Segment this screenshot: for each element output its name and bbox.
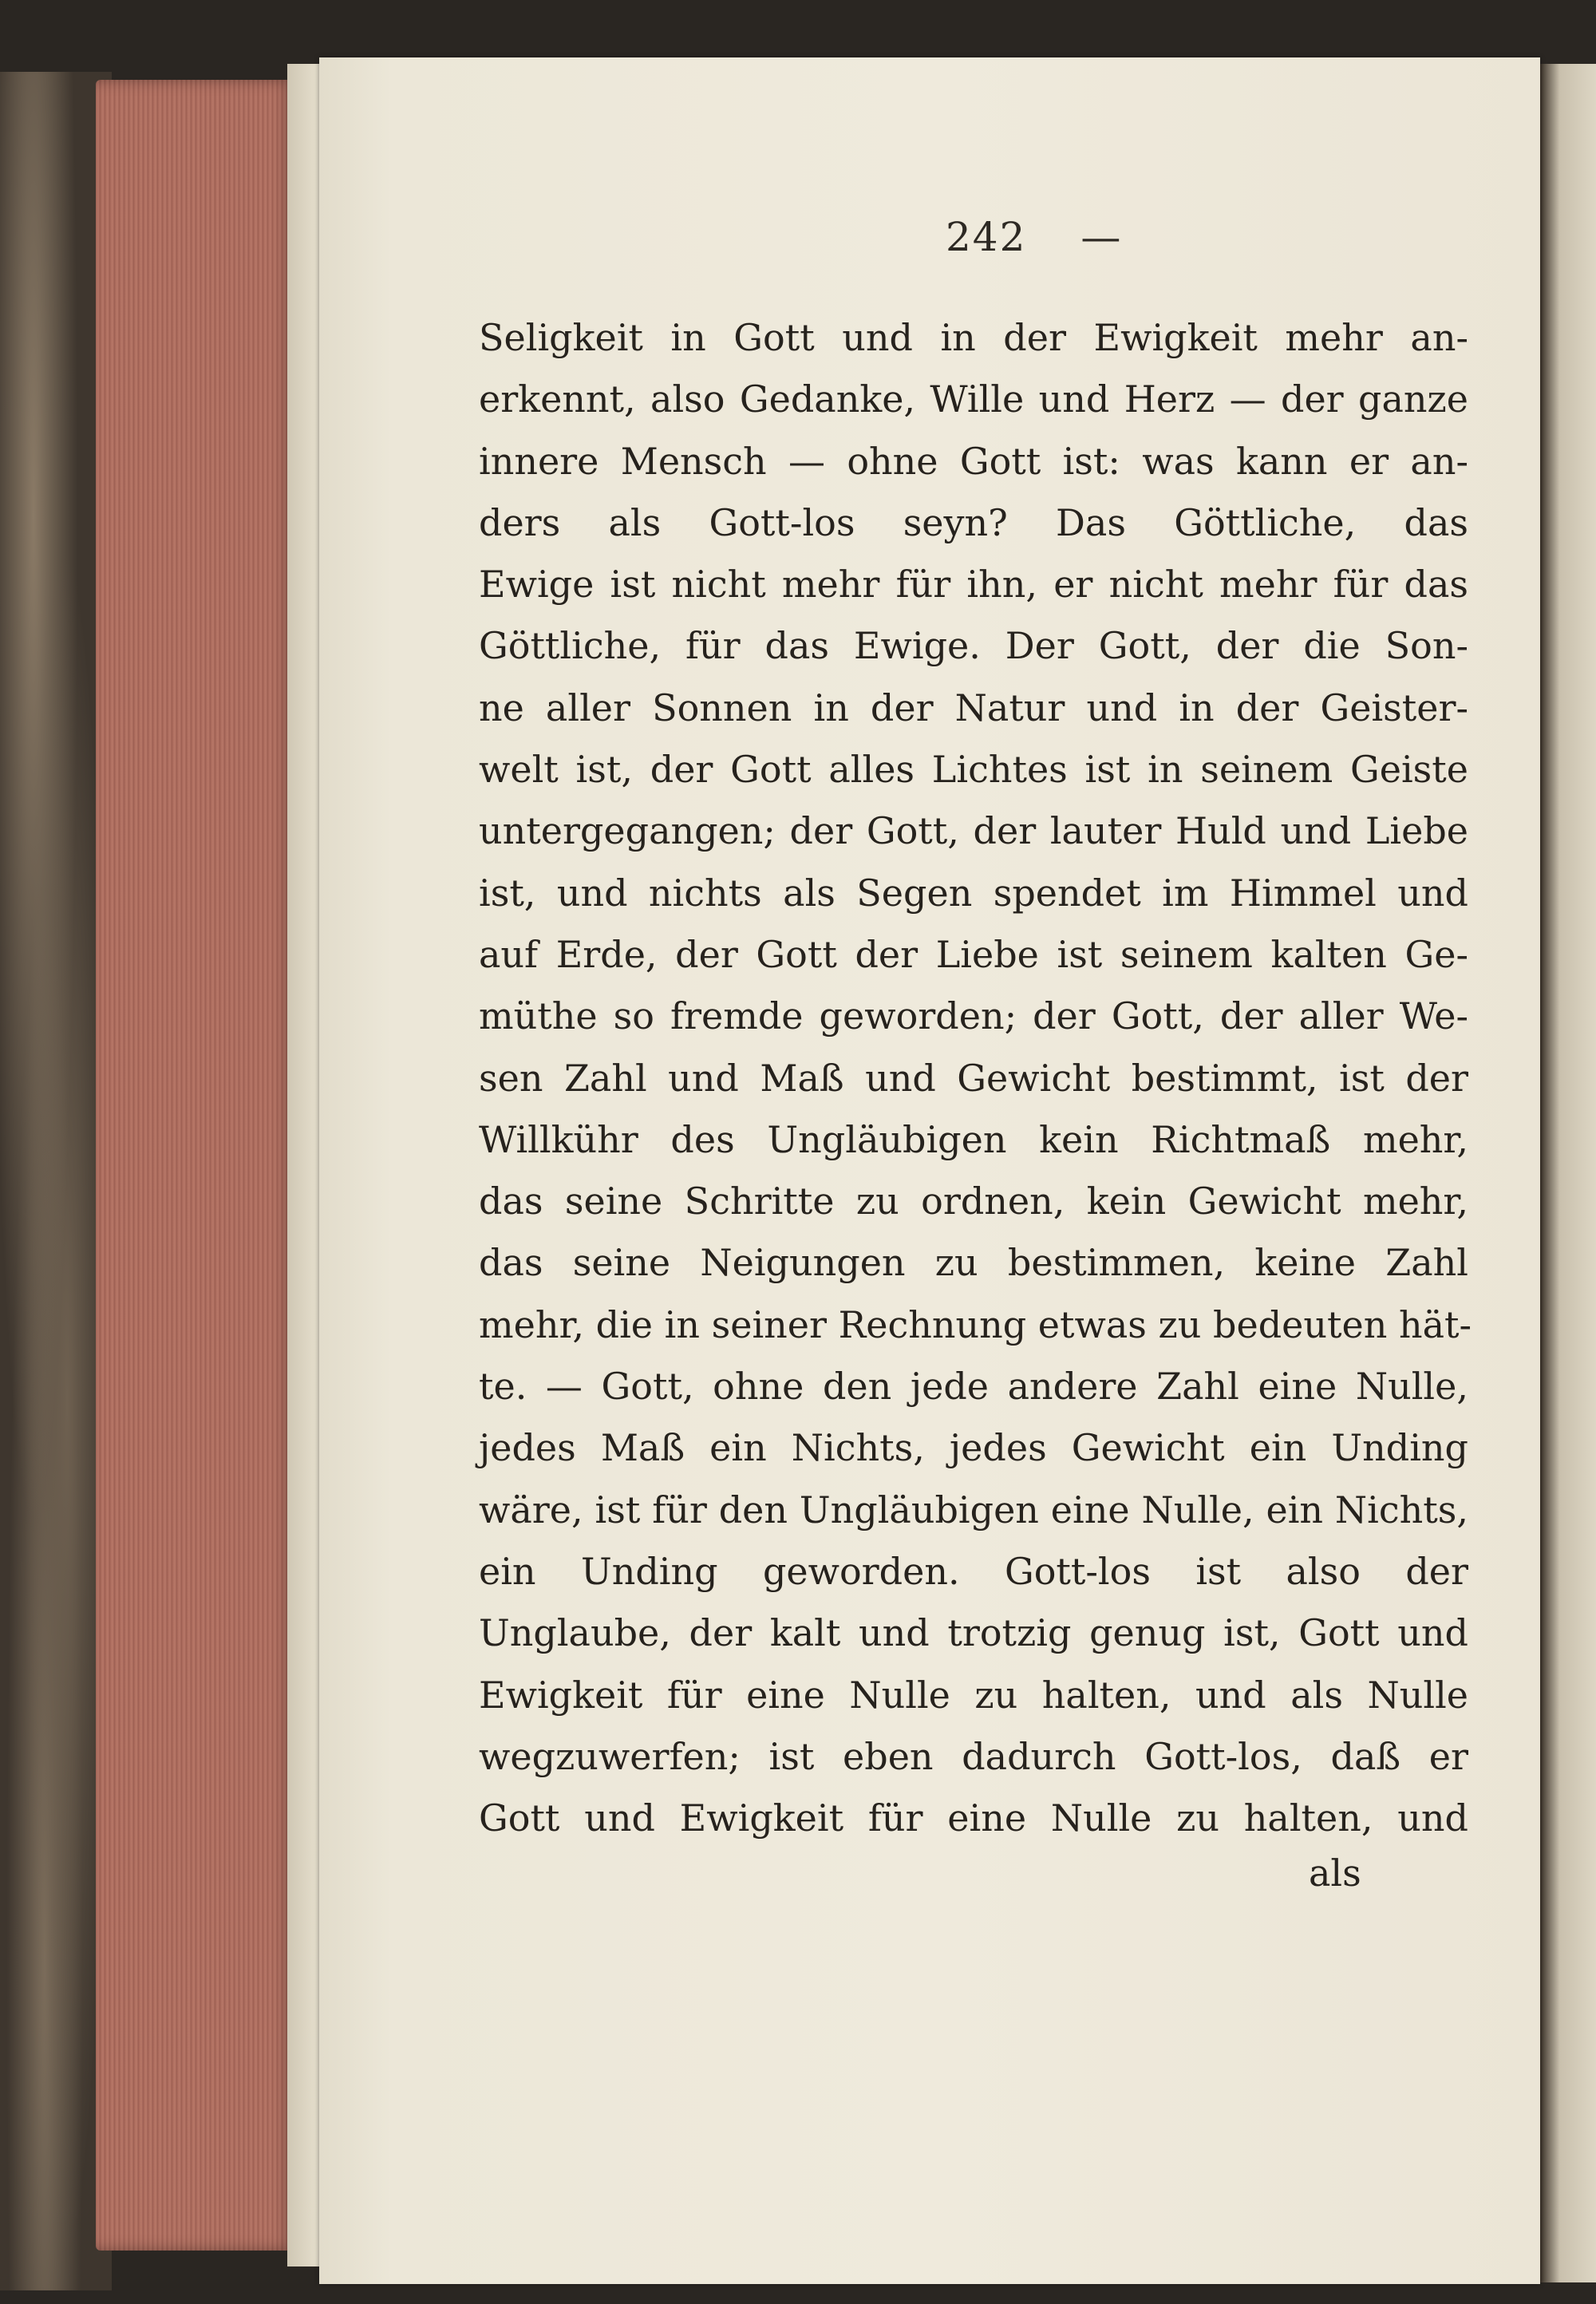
text-line: te. — Gott, ohne den jede andere Zahl eine Nulle,: [479, 1365, 1468, 1409]
facing-page-edge: [1540, 64, 1596, 2282]
text-line: erkennt, also Gedanke, Wille und Herz — der ganze: [479, 377, 1468, 421]
text-line: Ewige ist nicht mehr für ihn, er nicht mehr für das: [479, 563, 1468, 607]
text-line: Willkühr des Ungläubigen kein Richtmaß mehr,: [479, 1117, 1468, 1161]
text-line: Gott und Ewigkeit für eine Nulle zu halten, und: [479, 1796, 1468, 1840]
book-cover: [0, 72, 112, 2290]
text-line: sen Zahl und Maß und Gewicht bestimmt, ist der: [479, 1056, 1468, 1100]
text-line: auf Erde, der Gott der Liebe ist seinem kalten Ge-: [479, 932, 1468, 976]
text-line: ein Unding geworden. Gott-los ist also der: [479, 1549, 1468, 1593]
page-body-text: [479, 307, 1472, 1849]
text-line: ne aller Sonnen in der Natur und in der Geister-: [479, 686, 1468, 729]
text-line: Göttliche, für das Ewige. Der Gott, der die Son-: [479, 624, 1468, 668]
text-line: Seligkeit in Gott und in der Ewigkeit mehr an-: [479, 316, 1468, 359]
page-block-edges: [96, 80, 295, 2251]
text-line: ist, und nichts als Segen spendet im Himmel und: [479, 871, 1468, 915]
text-line: das seine Schritte zu ordnen, kein Gewicht mehr,: [479, 1180, 1468, 1223]
text-line: untergegangen; der Gott, der lauter Huld und Liebe: [479, 809, 1468, 853]
text-line: jedes Maß ein Nichts, jedes Gewicht ein Unding: [479, 1426, 1468, 1470]
text-line: Ewigkeit für eine Nulle zu halten, und als Nulle: [479, 1673, 1468, 1717]
catchword: als: [1309, 1851, 1361, 1895]
text-line: ders als Gott-los seyn? Das Göttliche, das: [479, 500, 1468, 544]
text-line: mehr, die in seiner Rechnung etwas zu bedeuten hät-: [479, 1302, 1472, 1346]
text-line: welt ist, der Gott alles Lichtes ist in seinem Geiste: [479, 748, 1468, 792]
page-header: [946, 214, 1122, 260]
text-line: Unglaube, der kalt und trotzig genug ist, Gott und: [479, 1611, 1468, 1655]
text-line: innere Mensch — ohne Gott ist: was kann er an-: [479, 439, 1468, 483]
text-line: das seine Neigungen zu bestimmen, keine Zahl: [479, 1241, 1468, 1285]
page-number: 242: [946, 214, 1027, 260]
text-line: wegzuwerfen; ist eben dadurch Gott-los, daß er: [479, 1734, 1468, 1778]
text-line: müthe so fremde geworden; der Gott, der aller We-: [479, 994, 1468, 1038]
text-line: wäre, ist für den Ungläubigen eine Nulle, ein Nichts,: [479, 1488, 1468, 1531]
header-dash: —: [1080, 214, 1123, 260]
